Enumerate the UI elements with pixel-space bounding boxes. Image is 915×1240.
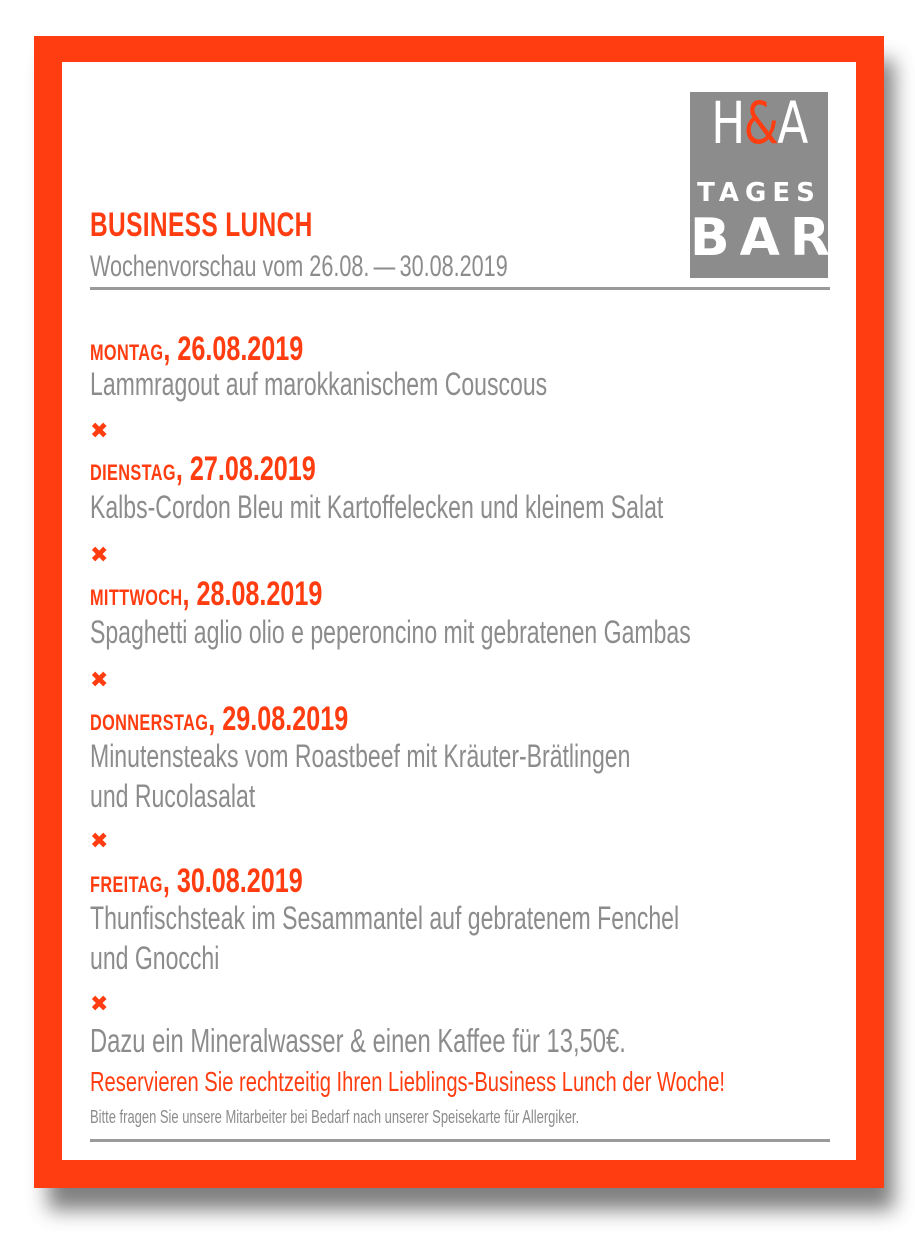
extras-note: Dazu ein Mineralwasser & einen Kaffee für 13,50€. — [90, 1022, 626, 1059]
day-heading-tuesday: DIENSTAG, 27.08.2019 — [90, 450, 316, 488]
logo — [690, 89, 840, 278]
dish-wednesday: Spaghetti aglio olio e peperoncino mit gebratenen Gambas — [90, 614, 691, 650]
separator-icon: ✖ — [90, 828, 109, 853]
logo-tages: TAGES — [697, 178, 821, 208]
day-heading-friday: FREITAG, 30.08.2019 — [90, 862, 303, 900]
day-heading-monday: MONTAG, 26.08.2019 — [90, 330, 304, 368]
separator-icon: ✖ — [90, 667, 109, 692]
dish-monday: Lammragout auf marokkanischem Couscous — [90, 366, 548, 402]
separator-icon: ✖ — [90, 418, 109, 443]
day-heading-wednesday: MITTWOCH, 28.08.2019 — [90, 575, 323, 613]
page-subtitle: Wochenvorschau vom 26.08. — 30.08.2019 — [90, 250, 508, 283]
dish-friday: Thunfischsteak im Sesammantel auf gebratenem Fenchel und Gnocchi — [90, 900, 680, 976]
footer-divider — [90, 1139, 830, 1142]
separator-icon: ✖ — [90, 991, 109, 1016]
separator-icon: ✖ — [90, 542, 109, 567]
dish-thursday: Minutensteaks vom Roastbeef mit Kräuter-Brätlingen und Rucolasalat — [90, 738, 631, 814]
page-title: BUSINESS LUNCH — [90, 206, 313, 244]
dish-tuesday: Kalbs-Cordon Bleu mit Kartoffelecken und kleinem Salat — [90, 489, 664, 525]
logo-bar: BAR — [690, 208, 840, 268]
logo-monogram: H&A — [711, 89, 807, 157]
day-heading-thursday: DONNERSTAG, 29.08.2019 — [90, 700, 349, 738]
allergy-note: Bitte fragen Sie unsere Mitarbeiter bei Bedarf nach unserer Speisekarte für Allergiker. — [90, 1107, 580, 1127]
reservation-note: Reservieren Sie rechtzeitig Ihren Lieblings-Business Lunch der Woche! — [90, 1066, 726, 1097]
header-divider — [90, 287, 830, 290]
